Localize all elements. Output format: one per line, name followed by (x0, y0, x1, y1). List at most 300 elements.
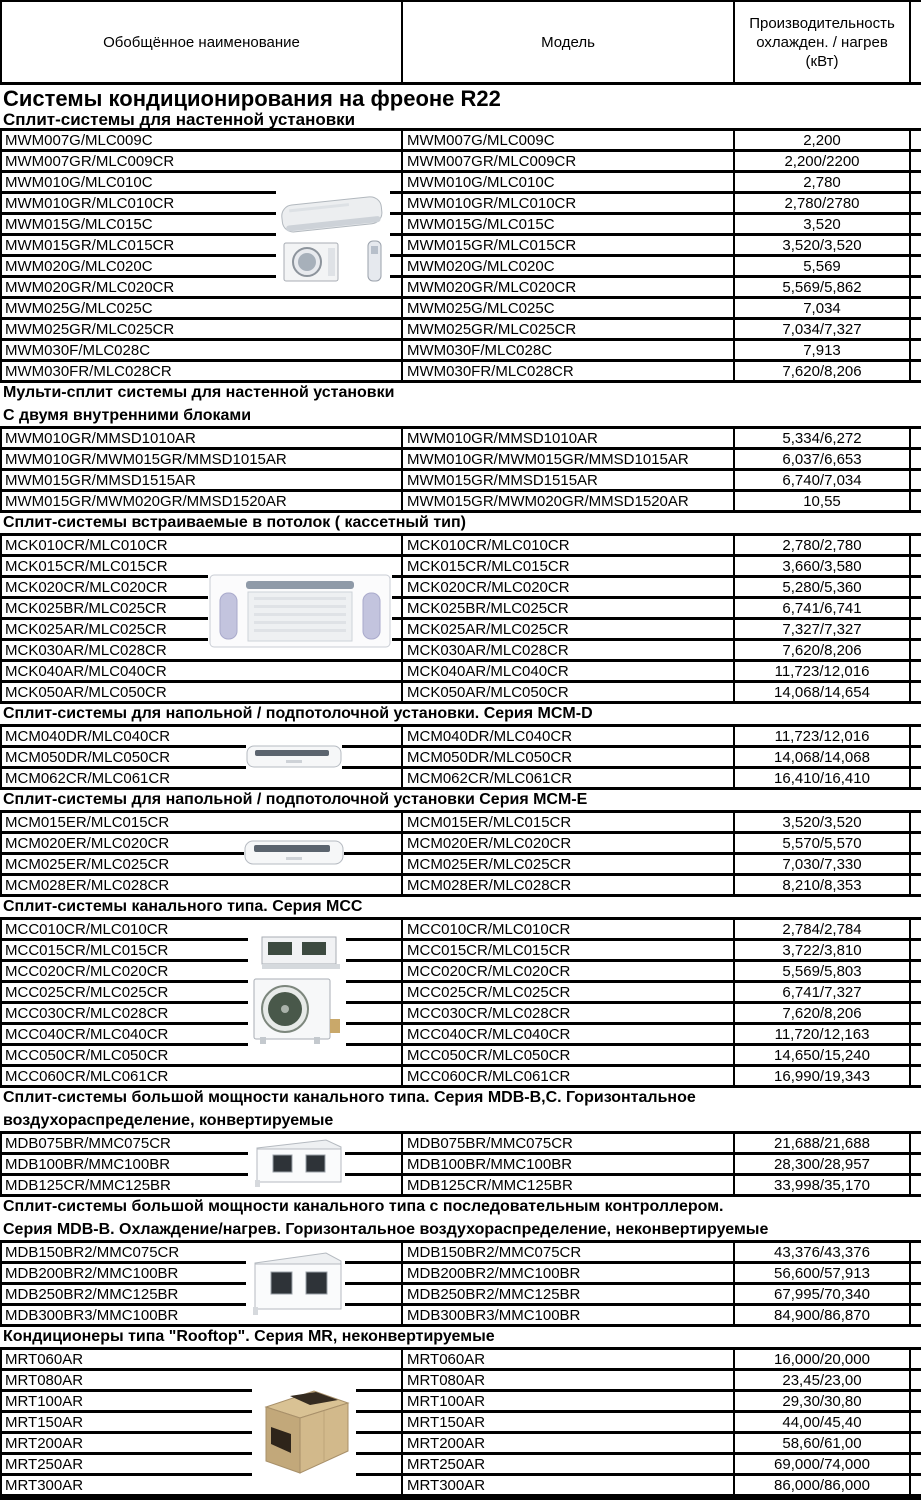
cell-generalized-name: MDB100BR/MMC100BR (2, 1155, 403, 1173)
table-row (0, 748, 921, 769)
cell-model: MCK010CR/MLC010CR (403, 536, 735, 554)
table-row (0, 1392, 921, 1413)
ceiling-cassette-icon (208, 571, 392, 651)
section-header-label: Серия MDB-B. Охлаждение/нагрев. Горизонтальное воздухораспределение, неконвертируемые (3, 1221, 769, 1238)
table-row (0, 1155, 921, 1176)
product-group (0, 513, 921, 704)
product-group (0, 383, 921, 513)
cell-model: MCC030CR/MLC028CR (403, 1004, 735, 1022)
table-row (0, 194, 921, 215)
cell-capacity: 11,720/12,163 (735, 1025, 911, 1043)
page-title: Системы кондиционирования на фреоне R22 (3, 86, 501, 111)
cell-capacity: 14,650/15,240 (735, 1046, 911, 1064)
cell-generalized-name: MCM040DR/MLC040CR (2, 727, 403, 745)
cell-generalized-name: MCK025BR/MLC025CR (2, 599, 403, 617)
table-row (0, 983, 921, 1004)
section-header (0, 897, 921, 920)
cell-capacity: 3,520/3,520 (735, 236, 911, 254)
cell-generalized-name: MCC040CR/MLC040CR (2, 1025, 403, 1043)
title-block (0, 85, 921, 131)
cell-capacity: 16,990/19,343 (735, 1067, 911, 1085)
cell-model: MRT150AR (403, 1413, 735, 1431)
cell-generalized-name: MDB125CR/MMC125BR (2, 1176, 403, 1194)
cell-clipped (911, 236, 921, 254)
cell-generalized-name: MWM010GR/MWM015GR/MMSD1015AR (2, 450, 403, 468)
cell-capacity: 7,030/7,330 (735, 855, 911, 873)
cell-model: MCC060CR/MLC061CR (403, 1067, 735, 1085)
cell-clipped (911, 492, 921, 510)
cell-model: MDB150BR2/MMC075CR (403, 1243, 735, 1261)
table-row (0, 769, 921, 790)
cell-model: MRT060AR (403, 1350, 735, 1368)
cell-generalized-name: MDB075BR/MMC075CR (2, 1134, 403, 1152)
cell-clipped (911, 1025, 921, 1043)
cell-generalized-name: MWM030F/MLC028C (2, 341, 403, 359)
cell-model: MWM007G/MLC009C (403, 131, 735, 149)
cell-model: MCC010CR/MLC010CR (403, 920, 735, 938)
cell-model: MCC025CR/MLC025CR (403, 983, 735, 1001)
table-row (0, 341, 921, 362)
cell-generalized-name: MWM025GR/MLC025CR (2, 320, 403, 338)
section-header-label: воздухораспределение, конвертируемые (3, 1112, 334, 1129)
cell-model: MWM007GR/MLC009CR (403, 152, 735, 170)
cell-generalized-name: MCC010CR/MLC010CR (2, 920, 403, 938)
duct-high-capacity-unit-icon (248, 1134, 345, 1190)
table-row (0, 299, 921, 320)
group-headers (0, 1327, 921, 1350)
table-row (0, 152, 921, 173)
group-headers (0, 383, 921, 429)
cell-clipped (911, 920, 921, 938)
section-header-label: Сплит-системы для напольной / подпотолочной установки Серия MCM-E (3, 791, 588, 808)
cell-clipped (911, 278, 921, 296)
cell-model: MCC015CR/MLC015CR (403, 941, 735, 959)
table-row (0, 278, 921, 299)
group-rows (0, 429, 921, 513)
cell-generalized-name: MRT300AR (2, 1476, 403, 1494)
duct-unit-with-outdoor-image (248, 933, 346, 1047)
cell-model: MRT200AR (403, 1434, 735, 1452)
cell-capacity: 3,722/3,810 (735, 941, 911, 959)
section-header-label: С двумя внутренними блоками (3, 407, 252, 424)
table-row (0, 683, 921, 704)
rooftop-unit-image (252, 1383, 356, 1481)
cell-clipped (911, 1434, 921, 1452)
cell-model: MRT100AR (403, 1392, 735, 1410)
cell-capacity: 8,210/8,353 (735, 876, 911, 894)
cell-clipped (911, 1413, 921, 1431)
cell-capacity: 11,723/12,016 (735, 662, 911, 680)
cell-clipped (911, 1264, 921, 1282)
cell-generalized-name: MRT060AR (2, 1350, 403, 1368)
cell-clipped (911, 152, 921, 170)
product-group (0, 131, 921, 383)
section-header-label: Кондиционеры типа "Rooftop". Серия MR, неконвертируемые (3, 1328, 495, 1345)
cell-model: MCC050CR/MLC050CR (403, 1046, 735, 1064)
cell-generalized-name: MWM030FR/MLC028CR (2, 362, 403, 380)
cell-model: MWM015GR/MWM020GR/MMSD1520AR (403, 492, 735, 510)
cell-clipped (911, 1176, 921, 1194)
cell-capacity: 6,741/7,327 (735, 983, 911, 1001)
cell-generalized-name: MDB150BR2/MMC075CR (2, 1243, 403, 1261)
cell-generalized-name: MWM007GR/MLC009CR (2, 152, 403, 170)
cell-clipped (911, 876, 921, 894)
table-row (0, 1455, 921, 1476)
table-row (0, 429, 921, 450)
cell-clipped (911, 683, 921, 701)
cell-capacity: 16,410/16,410 (735, 769, 911, 787)
cell-generalized-name: MWM010G/MLC010C (2, 173, 403, 191)
product-group (0, 1327, 921, 1497)
cell-clipped (911, 662, 921, 680)
cell-generalized-name: MCK020CR/MLC020CR (2, 578, 403, 596)
cell-capacity: 29,30/30,80 (735, 1392, 911, 1410)
cell-generalized-name: MCK010CR/MLC010CR (2, 536, 403, 554)
cell-clipped (911, 1371, 921, 1389)
underceiling-unit-icon (244, 836, 344, 868)
group-headers (0, 1088, 921, 1134)
cell-model: MRT300AR (403, 1476, 735, 1494)
cell-capacity: 43,376/43,376 (735, 1243, 911, 1261)
underceiling-unit-icon (246, 742, 342, 770)
cell-capacity: 7,620/8,206 (735, 362, 911, 380)
duct-high-capacity-unit-image (246, 1245, 345, 1319)
cell-model: MCK025AR/MLC025CR (403, 620, 735, 638)
duct-unit-icon (248, 933, 346, 1047)
cell-capacity: 2,780/2,780 (735, 536, 911, 554)
cell-clipped (911, 1067, 921, 1085)
underceiling-unit-image (246, 742, 342, 770)
cell-model: MWM015G/MLC015C (403, 215, 735, 233)
cell-capacity: 2,784/2,784 (735, 920, 911, 938)
table-row (0, 1134, 921, 1155)
cell-capacity: 23,45/23,00 (735, 1371, 911, 1389)
table-row (0, 1243, 921, 1264)
group-headers (0, 1197, 921, 1243)
cell-generalized-name: MRT200AR (2, 1434, 403, 1452)
cell-model: MCK040AR/MLC040CR (403, 662, 735, 680)
duct-high-capacity-unit-icon (246, 1245, 345, 1319)
cell-generalized-name: MCK015CR/MLC015CR (2, 557, 403, 575)
cell-clipped (911, 471, 921, 489)
cell-generalized-name: MCC060CR/MLC061CR (2, 1067, 403, 1085)
group-headers (0, 513, 921, 536)
cell-clipped (911, 1046, 921, 1064)
cell-clipped (911, 1134, 921, 1152)
cell-capacity: 69,000/74,000 (735, 1455, 911, 1473)
cell-generalized-name: MDB300BR3/MMC100BR (2, 1306, 403, 1324)
cell-model: MWM015GR/MMSD1515AR (403, 471, 735, 489)
cell-model: MWM020GR/MLC020CR (403, 278, 735, 296)
cell-clipped (911, 257, 921, 275)
cell-capacity: 6,741/6,741 (735, 599, 911, 617)
group-rows (0, 1350, 921, 1497)
cell-clipped (911, 834, 921, 852)
table-row (0, 257, 921, 278)
cell-model: MDB200BR2/MMC100BR (403, 1264, 735, 1282)
group-rows (0, 131, 921, 383)
cell-generalized-name: MCC025CR/MLC025CR (2, 983, 403, 1001)
cell-model: MDB100BR/MMC100BR (403, 1155, 735, 1173)
section-header-label: Сплит-системы для напольной / подпотолочной установки. Серия MCM-D (3, 705, 593, 722)
product-group (0, 790, 921, 897)
cell-model: MWM020G/MLC020C (403, 257, 735, 275)
table-row (0, 813, 921, 834)
table-row (0, 620, 921, 641)
section-header (0, 406, 921, 429)
cell-model: MCK020CR/MLC020CR (403, 578, 735, 596)
section-header (0, 1220, 921, 1243)
cell-clipped (911, 194, 921, 212)
cell-clipped (911, 1285, 921, 1303)
cell-generalized-name: MWM015GR/MWM020GR/MMSD1520AR (2, 492, 403, 510)
cell-capacity: 7,327/7,327 (735, 620, 911, 638)
cell-generalized-name: MCM025ER/MLC025CR (2, 855, 403, 873)
cell-capacity: 2,200 (735, 131, 911, 149)
cell-model: MDB250BR2/MMC125BR (403, 1285, 735, 1303)
cell-model: MCK015CR/MLC015CR (403, 557, 735, 575)
cell-model: MWM030FR/MLC028CR (403, 362, 735, 380)
cell-capacity: 67,995/70,340 (735, 1285, 911, 1303)
cell-model: MCC040CR/MLC040CR (403, 1025, 735, 1043)
table-row (0, 920, 921, 941)
cell-generalized-name: MWM020GR/MLC020CR (2, 278, 403, 296)
product-group (0, 1197, 921, 1327)
product-group (0, 704, 921, 790)
cell-generalized-name: MRT250AR (2, 1455, 403, 1473)
cell-generalized-name: MRT100AR (2, 1392, 403, 1410)
cell-capacity: 7,620/8,206 (735, 641, 911, 659)
cell-clipped (911, 1455, 921, 1473)
cell-capacity: 44,00/45,40 (735, 1413, 911, 1431)
section-header-label: Сплит-системы большой мощности канального типа с последовательным контроллером. (3, 1198, 724, 1215)
cell-clipped (911, 536, 921, 554)
cell-generalized-name: MWM015GR/MLC015CR (2, 236, 403, 254)
cell-capacity: 5,280/5,360 (735, 578, 911, 596)
table-row (0, 1476, 921, 1497)
cell-clipped (911, 215, 921, 233)
cell-model: MWM025GR/MLC025CR (403, 320, 735, 338)
cell-capacity: 28,300/28,957 (735, 1155, 911, 1173)
cell-capacity: 3,520 (735, 215, 911, 233)
cell-capacity: 2,200/2200 (735, 152, 911, 170)
column-header-name: Обобщённое наименование (2, 2, 403, 82)
cell-capacity: 5,569 (735, 257, 911, 275)
cell-capacity: 6,037/6,653 (735, 450, 911, 468)
cell-model: MDB075BR/MMC075CR (403, 1134, 735, 1152)
cell-generalized-name: MCK040AR/MLC040CR (2, 662, 403, 680)
underceiling-unit-image (244, 836, 344, 868)
cell-clipped (911, 620, 921, 638)
table-row (0, 834, 921, 855)
section-header (0, 513, 921, 536)
table-row (0, 1004, 921, 1025)
section-header (0, 704, 921, 727)
cell-clipped (911, 1350, 921, 1368)
column-header-capacity (735, 2, 911, 82)
cell-model: MCM020ER/MLC020CR (403, 834, 735, 852)
cell-clipped (911, 1155, 921, 1173)
section-header (0, 383, 921, 406)
cell-model: MWM030F/MLC028C (403, 341, 735, 359)
cell-model: MCM040DR/MLC040CR (403, 727, 735, 745)
cell-clipped (911, 578, 921, 596)
cell-generalized-name: MCC020CR/MLC020CR (2, 962, 403, 980)
group-rows (0, 536, 921, 704)
table-row (0, 450, 921, 471)
group-rows (0, 920, 921, 1088)
section-header (0, 1327, 921, 1350)
cell-capacity: 33,998/35,170 (735, 1176, 911, 1194)
group-rows (0, 813, 921, 897)
section-header-label: Мульти-сплит системы для настенной установки (3, 384, 395, 401)
cell-model: MRT250AR (403, 1455, 735, 1473)
cell-clipped (911, 941, 921, 959)
duct-high-capacity-unit-image (248, 1134, 345, 1190)
cell-clipped (911, 962, 921, 980)
section-header (0, 1111, 921, 1134)
cell-generalized-name: MRT150AR (2, 1413, 403, 1431)
cell-generalized-name: MCM015ER/MLC015CR (2, 813, 403, 831)
cell-capacity: 3,520/3,520 (735, 813, 911, 831)
table-body (0, 131, 921, 1497)
group-headers (0, 897, 921, 920)
cell-clipped (911, 813, 921, 831)
capacity-header-line-1: Производительность (749, 14, 895, 32)
cell-generalized-name: MWM015G/MLC015C (2, 215, 403, 233)
cell-model: MWM015GR/MLC015CR (403, 236, 735, 254)
cell-clipped (911, 429, 921, 447)
cell-generalized-name: MCM020ER/MLC020CR (2, 834, 403, 852)
table-row (0, 876, 921, 897)
cell-generalized-name: MCM028ER/MLC028CR (2, 876, 403, 894)
cell-clipped (911, 362, 921, 380)
cell-capacity: 7,034 (735, 299, 911, 317)
cell-clipped (911, 727, 921, 745)
cell-model: MCM015ER/MLC015CR (403, 813, 735, 831)
cell-generalized-name: MDB250BR2/MMC125BR (2, 1285, 403, 1303)
cell-model: MDB125CR/MMC125BR (403, 1176, 735, 1194)
cell-clipped (911, 1004, 921, 1022)
cell-capacity: 56,600/57,913 (735, 1264, 911, 1282)
wall-split-icon (276, 191, 390, 287)
group-rows (0, 727, 921, 790)
cell-capacity: 14,068/14,654 (735, 683, 911, 701)
table-row (0, 173, 921, 194)
section-header (0, 1197, 921, 1220)
group-rows (0, 1243, 921, 1327)
column-header-model: Модель (403, 2, 735, 82)
cell-model: MCM062CR/MLC061CR (403, 769, 735, 787)
cell-clipped (911, 557, 921, 575)
cell-clipped (911, 1243, 921, 1261)
table-row (0, 1413, 921, 1434)
product-group (0, 897, 921, 1088)
cell-clipped (911, 450, 921, 468)
cell-capacity: 3,660/3,580 (735, 557, 911, 575)
cell-clipped (911, 320, 921, 338)
cell-clipped (911, 748, 921, 766)
column-header-clipped (911, 2, 921, 82)
table-row (0, 471, 921, 492)
table-row (0, 1176, 921, 1197)
cell-clipped (911, 983, 921, 1001)
cell-generalized-name: MWM010GR/MMSD1010AR (2, 429, 403, 447)
cell-generalized-name: MDB200BR2/MMC100BR (2, 1264, 403, 1282)
table-row (0, 1434, 921, 1455)
cell-generalized-name: MRT080AR (2, 1371, 403, 1389)
cell-capacity: 5,569/5,803 (735, 962, 911, 980)
cell-generalized-name: MCC050CR/MLC050CR (2, 1046, 403, 1064)
group-headers (0, 790, 921, 813)
table-row (0, 1371, 921, 1392)
cell-model: MCC020CR/MLC020CR (403, 962, 735, 980)
cell-model: MCK050AR/MLC050CR (403, 683, 735, 701)
cell-generalized-name: MWM015GR/MMSD1515AR (2, 471, 403, 489)
section-header-label: Сплит-системы встраиваемые в потолок ( кассетный тип) (3, 514, 466, 531)
cell-generalized-name: MCK025AR/MLC025CR (2, 620, 403, 638)
cell-capacity: 2,780/2780 (735, 194, 911, 212)
table-row (0, 662, 921, 683)
cell-capacity: 5,570/5,570 (735, 834, 911, 852)
cell-capacity: 6,740/7,034 (735, 471, 911, 489)
group-rows (0, 1134, 921, 1197)
cell-clipped (911, 1392, 921, 1410)
table-header-row (0, 0, 921, 85)
cell-model: MCK030AR/MLC028CR (403, 641, 735, 659)
table-row (0, 1285, 921, 1306)
rooftop-unit-icon (252, 1383, 356, 1481)
table-row (0, 599, 921, 620)
table-row (0, 578, 921, 599)
cell-model: MCM050DR/MLC050CR (403, 748, 735, 766)
ceiling-cassette-unit-image (208, 571, 392, 651)
cell-model: MWM010GR/MWM015GR/MMSD1015AR (403, 450, 735, 468)
cell-model: MCK025BR/MLC025CR (403, 599, 735, 617)
cell-model: MDB300BR3/MMC100BR (403, 1306, 735, 1324)
table-row (0, 1046, 921, 1067)
cell-clipped (911, 599, 921, 617)
cell-generalized-name: MCK050AR/MLC050CR (2, 683, 403, 701)
table-row (0, 492, 921, 513)
cell-capacity: 7,034/7,327 (735, 320, 911, 338)
capacity-header-line-3: (кВт) (805, 52, 839, 70)
cell-capacity: 5,569/5,862 (735, 278, 911, 296)
section-header (0, 790, 921, 813)
cell-model: MWM010GR/MMSD1010AR (403, 429, 735, 447)
cell-clipped (911, 173, 921, 191)
cell-capacity: 10,55 (735, 492, 911, 510)
cell-clipped (911, 769, 921, 787)
table-row (0, 1025, 921, 1046)
cell-generalized-name: MWM020G/MLC020C (2, 257, 403, 275)
cell-clipped (911, 341, 921, 359)
group-headers (0, 704, 921, 727)
cell-clipped (911, 1476, 921, 1494)
table-row (0, 941, 921, 962)
cell-capacity: 5,334/6,272 (735, 429, 911, 447)
cell-model: MWM025G/MLC025C (403, 299, 735, 317)
table-row (0, 1350, 921, 1371)
cell-model: MCM025ER/MLC025CR (403, 855, 735, 873)
table-row (0, 320, 921, 341)
table-row (0, 962, 921, 983)
cell-capacity: 11,723/12,016 (735, 727, 911, 745)
cell-capacity: 16,000/20,000 (735, 1350, 911, 1368)
section-header (0, 1088, 921, 1111)
cell-generalized-name: MCC015CR/MLC015CR (2, 941, 403, 959)
table-row (0, 362, 921, 383)
